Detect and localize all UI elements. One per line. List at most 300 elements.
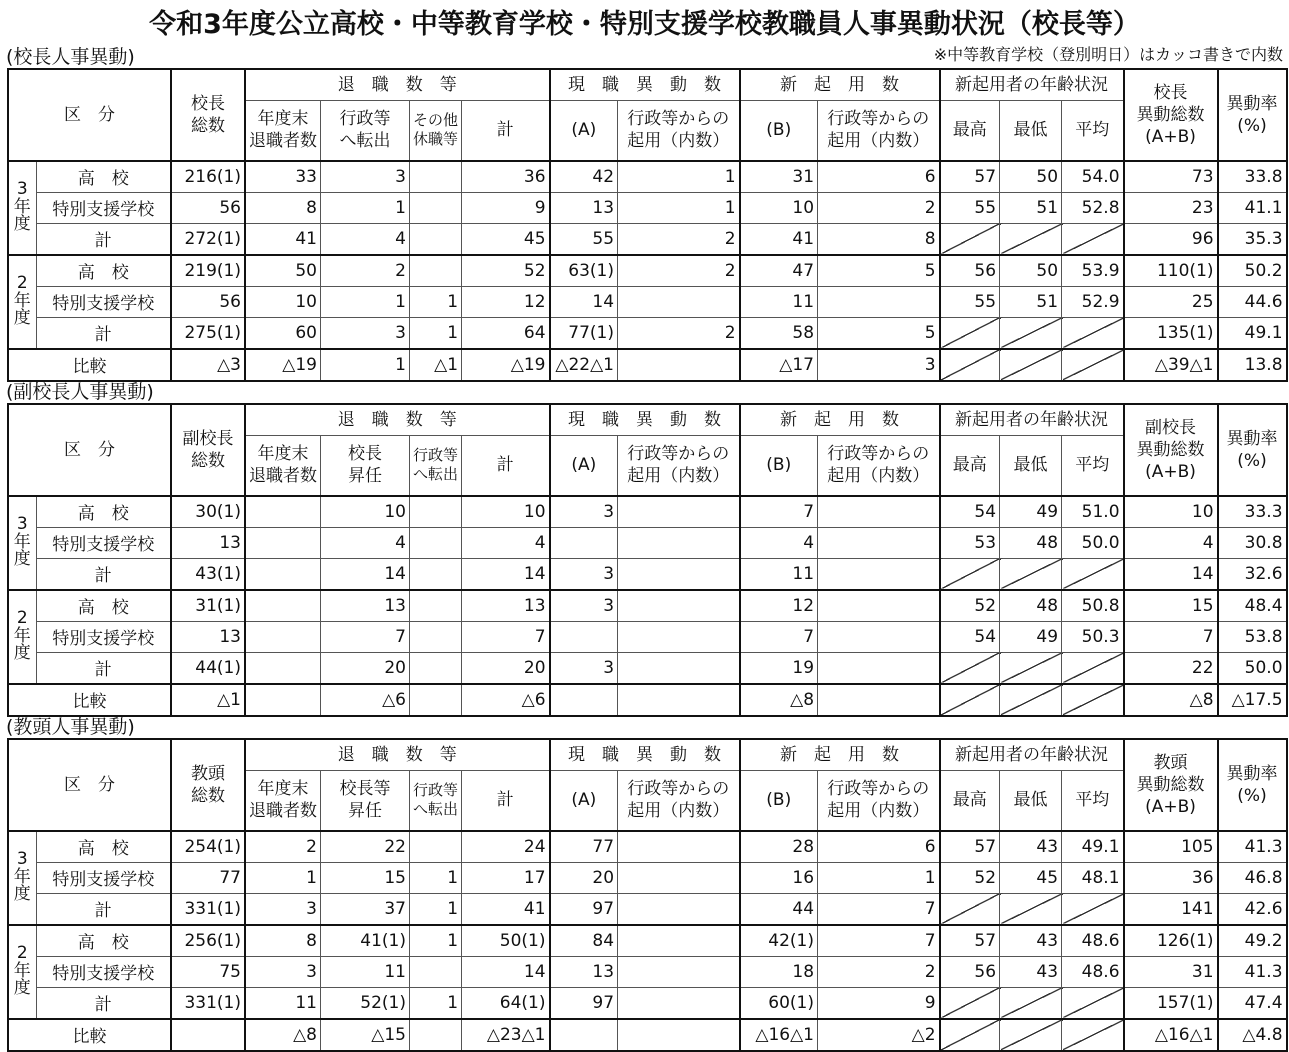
- data-cell: 77: [171, 862, 245, 893]
- data-cell: 52.8: [1062, 192, 1124, 223]
- empty-cell: [1062, 893, 1124, 925]
- data-cell: 46.8: [1218, 862, 1287, 893]
- data-cell: 216(1): [171, 161, 245, 193]
- data-cell: 47: [740, 255, 818, 287]
- table-row: [8, 862, 1287, 893]
- data-cell: 2: [245, 831, 321, 863]
- data-cell: 11: [245, 987, 321, 1019]
- data-cell: 13.8: [1218, 349, 1287, 381]
- data-cell: 3: [550, 652, 618, 684]
- data-cell: 73: [1124, 161, 1218, 193]
- data-cell: 256(1): [171, 925, 245, 957]
- section-label: (校長人事異動): [6, 46, 135, 68]
- row-label: 特別支援学校: [36, 956, 171, 987]
- data-cell: 51: [1000, 192, 1062, 223]
- data-cell: 41.1: [1218, 192, 1287, 223]
- data-cell: 50.3: [1062, 621, 1124, 652]
- data-cell: 22: [321, 831, 410, 863]
- table-row: [8, 223, 1287, 255]
- table-row: [8, 496, 1287, 528]
- row-label: 比較: [8, 684, 171, 716]
- header-transfer-admin: 行政等からの 起用（内数）: [618, 436, 740, 496]
- row-label: 特別支援学校: [36, 621, 171, 652]
- data-cell: 56: [940, 956, 1000, 987]
- data-cell: 10: [245, 286, 321, 317]
- data-cell: 10: [462, 496, 550, 528]
- data-cell: 2: [321, 255, 410, 287]
- table-row: [8, 987, 1287, 1019]
- data-cell: 54: [940, 496, 1000, 528]
- row-label: 比較: [8, 1019, 171, 1051]
- row-label: 計: [36, 893, 171, 925]
- empty-cell: [1062, 652, 1124, 684]
- data-cell: 14: [321, 558, 410, 590]
- header-new-group: 新 起 用 数: [740, 69, 940, 101]
- row-label: 計: [36, 223, 171, 255]
- data-cell: 48.6: [1062, 925, 1124, 957]
- empty-cell: [1000, 349, 1062, 381]
- header-new-group: 新 起 用 数: [740, 404, 940, 436]
- data-cell: 8: [818, 223, 940, 255]
- data-cell: 3: [550, 558, 618, 590]
- data-cell: 44: [740, 893, 818, 925]
- header-rate: 異動率 (%): [1218, 739, 1287, 831]
- empty-cell: [1062, 987, 1124, 1019]
- data-cell: 4: [462, 527, 550, 558]
- data-cell: 4: [1124, 527, 1218, 558]
- data-cell: [171, 1019, 245, 1051]
- data-cell: 2: [818, 192, 940, 223]
- data-cell: △6: [462, 684, 550, 716]
- header-transfer-a: (A): [550, 771, 618, 831]
- data-cell: 52.9: [1062, 286, 1124, 317]
- header-age-col: 平均: [1062, 771, 1124, 831]
- empty-cell: [940, 223, 1000, 255]
- data-cell: 54.0: [1062, 161, 1124, 193]
- data-cell: △39△1: [1124, 349, 1218, 381]
- header-total-staff: 教頭 総数: [171, 739, 245, 831]
- data-cell: 11: [740, 286, 818, 317]
- data-cell: [818, 286, 940, 317]
- row-label: 特別支援学校: [36, 527, 171, 558]
- header-age-group: 新起用者の年齢状況: [940, 739, 1124, 771]
- comparison-row: [8, 1019, 1287, 1051]
- header-retire-col: 計: [462, 101, 550, 161]
- data-cell: △8: [245, 1019, 321, 1051]
- header-retire-col: 行政等 へ転出: [410, 771, 462, 831]
- data-cell: 13: [462, 590, 550, 622]
- data-cell: 1: [245, 862, 321, 893]
- data-cell: 6: [818, 831, 940, 863]
- data-cell: 30.8: [1218, 527, 1287, 558]
- data-cell: 84: [550, 925, 618, 957]
- empty-cell: [1062, 684, 1124, 716]
- header-new-group: 新 起 用 数: [740, 739, 940, 771]
- header-age-col: 最低: [1000, 771, 1062, 831]
- empty-cell: [1000, 893, 1062, 925]
- data-cell: 43(1): [171, 558, 245, 590]
- row-label: 高 校: [36, 161, 171, 193]
- data-cell: 97: [550, 893, 618, 925]
- data-cell: 43: [1000, 831, 1062, 863]
- data-cell: 50: [1000, 161, 1062, 193]
- data-cell: 157(1): [1124, 987, 1218, 1019]
- section-label: (教頭人事異動): [6, 716, 135, 738]
- data-cell: 24: [462, 831, 550, 863]
- header-retire-col: 行政等 へ転出: [321, 101, 410, 161]
- table-row: [8, 831, 1287, 863]
- data-cell: [818, 684, 940, 716]
- header-age-col: 最高: [940, 771, 1000, 831]
- data-cell: [550, 1019, 618, 1051]
- data-cell: 3: [321, 161, 410, 193]
- data-cell: 1: [818, 862, 940, 893]
- data-cell: 7: [462, 621, 550, 652]
- data-cell: 14: [550, 286, 618, 317]
- empty-cell: [1062, 223, 1124, 255]
- data-cell: 2: [618, 317, 740, 349]
- data-cell: 14: [462, 558, 550, 590]
- data-cell: △17: [740, 349, 818, 381]
- data-cell: 55: [940, 286, 1000, 317]
- data-cell: 275(1): [171, 317, 245, 349]
- header-age-col: 平均: [1062, 101, 1124, 161]
- data-cell: △23△1: [462, 1019, 550, 1051]
- data-cell: [410, 527, 462, 558]
- empty-cell: [1000, 317, 1062, 349]
- data-cell: 55: [550, 223, 618, 255]
- data-cell: 1: [410, 862, 462, 893]
- header-retire-group: 退 職 数 等: [245, 404, 550, 436]
- data-cell: 42: [550, 161, 618, 193]
- data-cell: 1: [410, 286, 462, 317]
- data-cell: △19: [245, 349, 321, 381]
- data-cell: [245, 527, 321, 558]
- personnel-table: [7, 68, 1288, 382]
- data-cell: 52: [940, 862, 1000, 893]
- data-cell: 6: [818, 161, 940, 193]
- data-cell: 48: [1000, 527, 1062, 558]
- data-cell: △4.8: [1218, 1019, 1287, 1051]
- data-cell: [410, 255, 462, 287]
- data-cell: [245, 621, 321, 652]
- data-cell: 64: [462, 317, 550, 349]
- data-cell: 52(1): [321, 987, 410, 1019]
- data-cell: [245, 558, 321, 590]
- header-retire-col: 年度末 退職者数: [245, 771, 321, 831]
- year-label: 3 年 度: [8, 161, 36, 255]
- empty-cell: [1000, 558, 1062, 590]
- header-age-group: 新起用者の年齢状況: [940, 404, 1124, 436]
- data-cell: 3: [550, 496, 618, 528]
- empty-cell: [940, 652, 1000, 684]
- data-cell: 20: [321, 652, 410, 684]
- table-row: [8, 590, 1287, 622]
- data-cell: 4: [321, 223, 410, 255]
- data-cell: △6: [321, 684, 410, 716]
- data-cell: 50: [245, 255, 321, 287]
- data-cell: 7: [321, 621, 410, 652]
- data-cell: 9: [462, 192, 550, 223]
- data-cell: [818, 652, 940, 684]
- data-cell: 47.4: [1218, 987, 1287, 1019]
- data-cell: 50(1): [462, 925, 550, 957]
- row-label: 計: [36, 987, 171, 1019]
- data-cell: [245, 496, 321, 528]
- header-category: 区 分: [8, 404, 171, 496]
- data-cell: 56: [940, 255, 1000, 287]
- data-cell: 43: [1000, 956, 1062, 987]
- data-cell: [245, 684, 321, 716]
- data-cell: [550, 621, 618, 652]
- data-cell: 3: [245, 893, 321, 925]
- data-cell: 31(1): [171, 590, 245, 622]
- data-cell: [618, 496, 740, 528]
- data-cell: 50.0: [1218, 652, 1287, 684]
- header-total-staff: 副校長 総数: [171, 404, 245, 496]
- data-cell: [818, 558, 940, 590]
- data-cell: 19: [740, 652, 818, 684]
- data-cell: 7: [740, 496, 818, 528]
- data-cell: △15: [321, 1019, 410, 1051]
- header-retire-group: 退 職 数 等: [245, 739, 550, 771]
- data-cell: 36: [462, 161, 550, 193]
- table-row: [8, 286, 1287, 317]
- data-cell: △1: [171, 684, 245, 716]
- data-cell: 33: [245, 161, 321, 193]
- data-cell: [618, 349, 740, 381]
- data-cell: △17.5: [1218, 684, 1287, 716]
- comparison-row: [8, 349, 1287, 381]
- data-cell: 49.2: [1218, 925, 1287, 957]
- data-cell: 41.3: [1218, 956, 1287, 987]
- table-row: [8, 255, 1287, 287]
- data-cell: △1: [410, 349, 462, 381]
- data-cell: 1: [618, 161, 740, 193]
- header-retire-col: 計: [462, 771, 550, 831]
- data-cell: 7: [818, 925, 940, 957]
- data-cell: [245, 652, 321, 684]
- data-cell: 41.3: [1218, 831, 1287, 863]
- data-cell: 49: [1000, 496, 1062, 528]
- table-row: [8, 621, 1287, 652]
- data-cell: 30(1): [171, 496, 245, 528]
- data-cell: 55: [940, 192, 1000, 223]
- empty-cell: [940, 1019, 1000, 1051]
- header-transfer-group: 現 職 異 動 数: [550, 739, 740, 771]
- data-cell: 49.1: [1062, 831, 1124, 863]
- data-cell: 45: [1000, 862, 1062, 893]
- empty-cell: [1062, 349, 1124, 381]
- data-cell: 41: [245, 223, 321, 255]
- row-label: 計: [36, 317, 171, 349]
- data-cell: [818, 496, 940, 528]
- data-cell: 2: [618, 223, 740, 255]
- personnel-table: [7, 403, 1288, 717]
- data-cell: 20: [462, 652, 550, 684]
- data-cell: [410, 621, 462, 652]
- data-cell: 12: [462, 286, 550, 317]
- row-label: 計: [36, 652, 171, 684]
- header-new-admin: 行政等からの 起用（内数）: [818, 101, 940, 161]
- data-cell: 7: [818, 893, 940, 925]
- data-cell: 77(1): [550, 317, 618, 349]
- year-label: 2 年 度: [8, 590, 36, 684]
- data-cell: △16△1: [740, 1019, 818, 1051]
- table-row: [8, 652, 1287, 684]
- data-cell: 50.0: [1062, 527, 1124, 558]
- empty-cell: [1062, 1019, 1124, 1051]
- data-cell: 58: [740, 317, 818, 349]
- data-cell: 42.6: [1218, 893, 1287, 925]
- data-cell: 1: [410, 893, 462, 925]
- empty-cell: [1062, 558, 1124, 590]
- data-cell: 3: [818, 349, 940, 381]
- header-new-admin: 行政等からの 起用（内数）: [818, 436, 940, 496]
- data-cell: 331(1): [171, 893, 245, 925]
- header-retire-col: 計: [462, 436, 550, 496]
- table-row: [8, 192, 1287, 223]
- table-row: [8, 956, 1287, 987]
- header-retire-col: 年度末 退職者数: [245, 436, 321, 496]
- data-cell: [410, 831, 462, 863]
- header-retire-group: 退 職 数 等: [245, 69, 550, 101]
- data-cell: △8: [740, 684, 818, 716]
- data-cell: [410, 590, 462, 622]
- data-cell: 1: [618, 192, 740, 223]
- year-label: 2 年 度: [8, 925, 36, 1019]
- data-cell: [410, 192, 462, 223]
- data-cell: 10: [740, 192, 818, 223]
- data-cell: [410, 161, 462, 193]
- data-cell: 45: [462, 223, 550, 255]
- data-cell: 8: [245, 925, 321, 957]
- header-age-col: 最低: [1000, 436, 1062, 496]
- empty-cell: [1000, 652, 1062, 684]
- data-cell: △3: [171, 349, 245, 381]
- data-cell: 1: [410, 925, 462, 957]
- data-cell: 63(1): [550, 255, 618, 287]
- header-retire-col: 校長 昇任: [321, 436, 410, 496]
- data-cell: [818, 621, 940, 652]
- row-label: 高 校: [36, 831, 171, 863]
- data-cell: 105: [1124, 831, 1218, 863]
- data-cell: 52: [940, 590, 1000, 622]
- data-cell: 126(1): [1124, 925, 1218, 957]
- data-cell: 28: [740, 831, 818, 863]
- data-cell: 2: [618, 255, 740, 287]
- year-label: 3 年 度: [8, 496, 36, 590]
- header-age-col: 最高: [940, 436, 1000, 496]
- footnote: ※中等教育学校（登別明日）はカッコ書きで内数: [933, 45, 1283, 64]
- data-cell: 43: [1000, 925, 1062, 957]
- data-cell: 5: [818, 255, 940, 287]
- data-cell: [618, 831, 740, 863]
- data-cell: 9: [818, 987, 940, 1019]
- data-cell: [818, 527, 940, 558]
- data-cell: 31: [1124, 956, 1218, 987]
- data-cell: 23: [1124, 192, 1218, 223]
- data-cell: 41(1): [321, 925, 410, 957]
- data-cell: 54: [940, 621, 1000, 652]
- data-cell: △22△1: [550, 349, 618, 381]
- data-cell: 15: [321, 862, 410, 893]
- data-cell: 1: [410, 317, 462, 349]
- year-label: 3 年 度: [8, 831, 36, 925]
- data-cell: 10: [1124, 496, 1218, 528]
- table-row: [8, 925, 1287, 957]
- data-cell: 13: [171, 527, 245, 558]
- data-cell: 3: [321, 317, 410, 349]
- data-cell: [818, 590, 940, 622]
- data-cell: 18: [740, 956, 818, 987]
- data-cell: 96: [1124, 223, 1218, 255]
- header-total-moves: 副校長 異動総数 (A+B): [1124, 404, 1218, 496]
- data-cell: 13: [550, 192, 618, 223]
- row-label: 比較: [8, 349, 171, 381]
- data-cell: 1: [410, 987, 462, 1019]
- row-label: 特別支援学校: [36, 192, 171, 223]
- data-cell: 41: [462, 893, 550, 925]
- data-cell: [618, 590, 740, 622]
- data-cell: 41: [740, 223, 818, 255]
- data-cell: [618, 652, 740, 684]
- header-age-col: 最低: [1000, 101, 1062, 161]
- header-total-staff: 校長 総数: [171, 69, 245, 161]
- header-transfer-group: 現 職 異 動 数: [550, 404, 740, 436]
- year-label: 2 年 度: [8, 255, 36, 349]
- data-cell: 14: [462, 956, 550, 987]
- data-cell: 64(1): [462, 987, 550, 1019]
- data-cell: 5: [818, 317, 940, 349]
- data-cell: 49.1: [1218, 317, 1287, 349]
- data-cell: [618, 558, 740, 590]
- data-cell: 44(1): [171, 652, 245, 684]
- empty-cell: [1000, 1019, 1062, 1051]
- data-cell: [550, 684, 618, 716]
- data-cell: 57: [940, 161, 1000, 193]
- empty-cell: [1062, 317, 1124, 349]
- data-cell: 42(1): [740, 925, 818, 957]
- empty-cell: [940, 558, 1000, 590]
- data-cell: 49: [1000, 621, 1062, 652]
- data-cell: 48.6: [1062, 956, 1124, 987]
- data-cell: 56: [171, 286, 245, 317]
- row-label: 特別支援学校: [36, 286, 171, 317]
- data-cell: 22: [1124, 652, 1218, 684]
- data-cell: △16△1: [1124, 1019, 1218, 1051]
- data-cell: 36: [1124, 862, 1218, 893]
- header-retire-col: その他 休職等: [410, 101, 462, 161]
- data-cell: 48.4: [1218, 590, 1287, 622]
- data-cell: [618, 893, 740, 925]
- section-label: (副校長人事異動): [6, 381, 154, 403]
- empty-cell: [940, 893, 1000, 925]
- data-cell: 77: [550, 831, 618, 863]
- empty-cell: [1000, 223, 1062, 255]
- row-label: 計: [36, 558, 171, 590]
- header-total-moves: 校長 異動総数 (A+B): [1124, 69, 1218, 161]
- data-cell: 10: [321, 496, 410, 528]
- data-cell: [550, 527, 618, 558]
- data-cell: 8: [245, 192, 321, 223]
- data-cell: 53.8: [1218, 621, 1287, 652]
- header-transfer-a: (A): [550, 436, 618, 496]
- data-cell: [618, 527, 740, 558]
- data-cell: [618, 684, 740, 716]
- data-cell: 13: [321, 590, 410, 622]
- table-row: [8, 893, 1287, 925]
